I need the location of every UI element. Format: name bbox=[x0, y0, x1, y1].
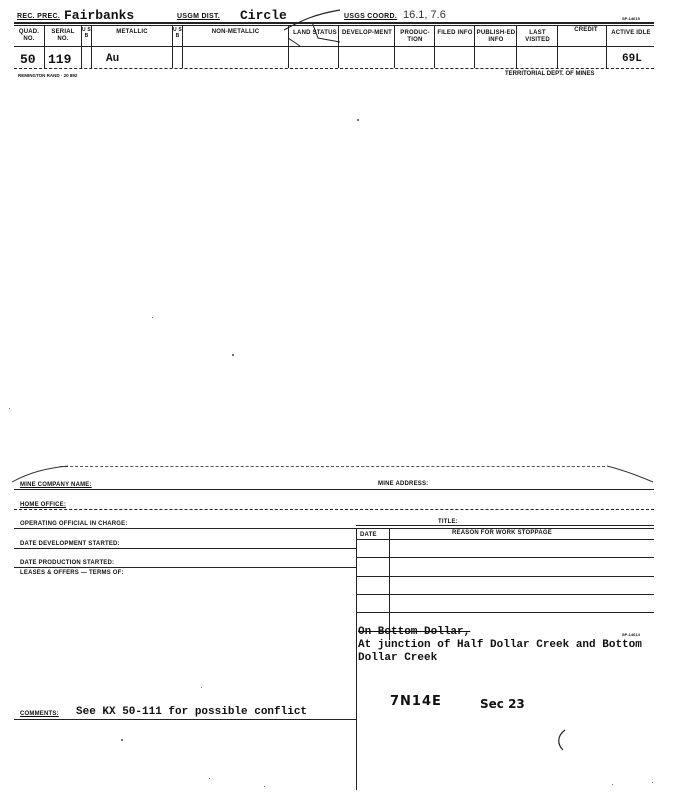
table-rule bbox=[356, 594, 654, 595]
header-rule bbox=[14, 22, 654, 24]
header-rule-2 bbox=[14, 25, 654, 26]
field-rule bbox=[14, 509, 654, 510]
rec-prec-label: REC. PREC. bbox=[17, 13, 61, 20]
col-serial-no: SERIAL NO. bbox=[51, 29, 75, 42]
title-label: TITLE: bbox=[438, 519, 458, 525]
reason-col-header: REASON FOR WORK STOPPAGE bbox=[452, 530, 552, 536]
cell-quad-no: 50 bbox=[20, 52, 36, 67]
field-rule bbox=[14, 528, 654, 529]
col-divider bbox=[434, 25, 435, 68]
col-divider bbox=[606, 25, 607, 68]
table-rule bbox=[356, 557, 654, 558]
col-land-status: LAND STATUS bbox=[293, 30, 337, 36]
torn-corner-mark bbox=[282, 8, 344, 48]
operating-official-label: OPERATING OFFICIAL IN CHARGE: bbox=[20, 521, 128, 527]
rec-prec-value: Fairbanks bbox=[64, 8, 135, 23]
leases-label: LEASES & OFFERS — TERMS OF: bbox=[20, 570, 124, 576]
col-divider bbox=[338, 25, 339, 68]
field-rule bbox=[14, 548, 356, 549]
field-rule bbox=[14, 489, 654, 490]
col-usb: U S B bbox=[82, 27, 91, 39]
col-divider bbox=[474, 25, 475, 68]
col-divider bbox=[557, 25, 558, 68]
col-published-info: PUBLISH-ED INFO bbox=[476, 30, 516, 43]
col-development: DEVELOP-MENT bbox=[341, 30, 393, 36]
col-active-idle: ACTIVE IDLE bbox=[611, 30, 651, 36]
handwritten-township: 7N14E bbox=[390, 694, 442, 709]
form-code-bottom: SP-14614 bbox=[622, 632, 640, 637]
cell-active-idle: 69L bbox=[622, 53, 642, 65]
field-rule bbox=[14, 567, 356, 568]
col-last-visited: LAST VISITED bbox=[525, 30, 550, 43]
row-bottom-rule bbox=[14, 68, 654, 69]
col-metallic: METALLIC bbox=[116, 29, 148, 35]
note-line-1: On Bottom Dollar, bbox=[358, 626, 471, 638]
note-line-2: At junction of Half Dollar Creek and Bottom bbox=[358, 639, 642, 651]
usgs-coord-label: USGS COORD. bbox=[344, 13, 398, 20]
table-rule bbox=[356, 612, 654, 613]
col-divider bbox=[288, 25, 289, 68]
handwritten-section: Sec 23 bbox=[480, 697, 525, 711]
date-dev-started-label: DATE DEVELOPMENT STARTED: bbox=[20, 541, 120, 547]
col-non-metallic: NON-METALLIC bbox=[211, 29, 260, 35]
table-rule bbox=[356, 576, 654, 577]
card-edge-rule bbox=[60, 466, 605, 467]
field-rule bbox=[356, 525, 654, 526]
col-credit: CREDIT bbox=[574, 27, 598, 33]
form-code-top: SP-14615 bbox=[622, 16, 640, 21]
col-divider bbox=[394, 25, 395, 68]
table-rule bbox=[356, 539, 654, 540]
usgm-dist-label: USGM DIST. bbox=[177, 13, 221, 20]
col-divider bbox=[516, 25, 517, 68]
usgm-dist-value: Circle bbox=[240, 8, 287, 23]
territorial-dept-label: TERRITORIAL DEPT. OF MINES bbox=[505, 71, 595, 77]
pen-mark bbox=[555, 728, 569, 752]
usgs-coord-value: 16.1, 7.6 bbox=[403, 9, 446, 21]
field-rule bbox=[14, 719, 356, 720]
col-quad-no: QUAD. NO. bbox=[18, 29, 40, 42]
cell-serial-no: 119 bbox=[48, 52, 72, 67]
table-left-border bbox=[356, 528, 357, 790]
location-notes bbox=[358, 626, 642, 665]
date-prod-started-label: DATE PRODUCTION STARTED: bbox=[20, 560, 115, 566]
col-production: PRODUC-TION bbox=[400, 30, 430, 43]
note-line-3: Dollar Creek bbox=[358, 652, 438, 664]
edge-curve-right bbox=[605, 462, 655, 486]
column-header-rule bbox=[14, 46, 654, 47]
cell-metallic: Au bbox=[106, 53, 120, 65]
mine-address-label: MINE ADDRESS: bbox=[378, 481, 429, 487]
mine-company-name-label: MINE COMPANY NAME: bbox=[20, 482, 92, 488]
table-date-divider bbox=[389, 528, 390, 640]
col-filed-info: FILED INFO bbox=[437, 30, 473, 36]
comments-text: See KX 50-111 for possible conflict bbox=[76, 706, 308, 718]
col-usb-2: U S B bbox=[173, 27, 182, 39]
home-office-label: HOME OFFICE: bbox=[20, 502, 67, 508]
date-col-header: DATE bbox=[360, 532, 377, 538]
card-maker-label: REMINGTON RAND · 20 892 bbox=[18, 73, 78, 78]
comments-label: COMMENTS: bbox=[20, 711, 59, 717]
